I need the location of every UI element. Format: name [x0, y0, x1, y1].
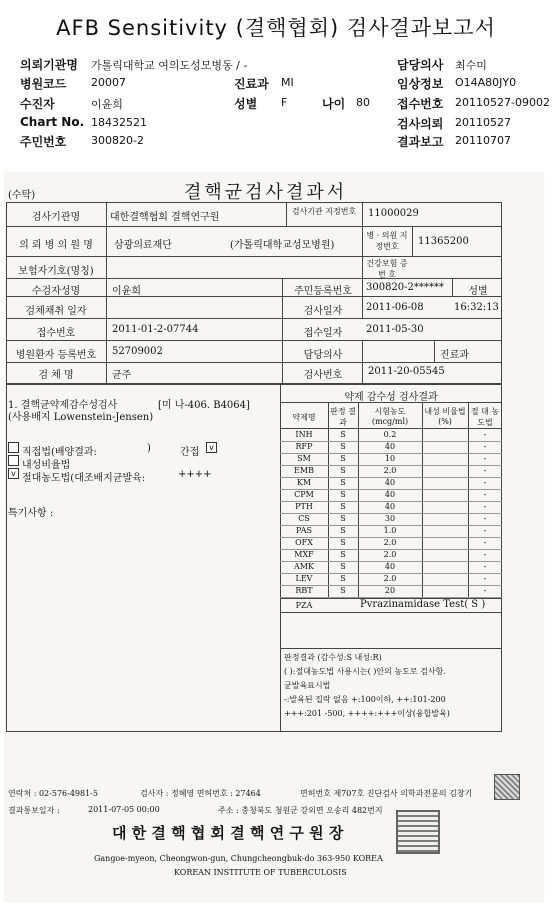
drug-name-cell: PAS: [296, 526, 312, 535]
org-korean-name: 대 한 결 핵 협 회 결 핵 연 구 원 장: [112, 824, 344, 842]
legend-line-4: -:발육된 집락 없음 +:100이하, ++:101-200: [284, 695, 446, 704]
specimen-label: 검 체 명: [38, 370, 74, 381]
legend-line-3: 균발육표시법: [284, 681, 331, 690]
method-2: 간접: [180, 447, 200, 458]
pza-label: PZA: [295, 601, 313, 610]
footer-technician: 검사자 : 정혜영 면허번호 : 27464: [140, 789, 261, 798]
drug-result-cell: S: [340, 562, 346, 571]
indirect-method-checkbox: v: [206, 442, 217, 453]
requester-value: 가톨릭대학교 여의도성모병동 / -: [91, 59, 248, 72]
health-label: 건강보험 증 번 호: [366, 259, 408, 279]
req-code-label: 병 · 의원 지정번호: [366, 231, 408, 251]
footer-date-label: 결과통보일자 :: [8, 806, 60, 815]
lab-name-label: 검사기관명: [31, 212, 81, 223]
pza-value: Pvrazinamidase Test( S ): [360, 599, 486, 610]
rrn-label: 주민번호: [20, 135, 67, 149]
col-conc: 시험농도 (mcg/ml): [371, 407, 409, 426]
lab-name: 대한결핵협회 결핵연구원: [110, 212, 220, 223]
drug-result-cell: S: [340, 442, 346, 451]
age-value: 80: [356, 96, 370, 109]
direct-method-checkbox: [8, 442, 19, 453]
clinical-value: O14A80JY0: [455, 76, 517, 89]
drug-conc-cell: 40: [384, 478, 396, 487]
drug-conc-cell: 2.0: [383, 550, 397, 559]
rrn-form-value: 300820-2******: [366, 282, 444, 293]
method-line-2: (사용배지 Lowenstein-Jensen): [8, 412, 154, 423]
insurer-label: 보험자기호(명칭): [18, 266, 94, 277]
drug-abs-cell: -: [483, 478, 487, 487]
drug-name-cell: MXF: [294, 550, 314, 559]
age-label: 나이: [322, 97, 346, 111]
form-receipt: 2011-01-2-07744: [112, 324, 199, 335]
receipt-date-label: 접수일자: [303, 328, 343, 339]
report-date: 20110707: [455, 134, 511, 147]
method-1: 직접법(배양결과:: [22, 447, 97, 458]
req-hosp-2: (가톨릭대학교성모병원): [230, 240, 335, 251]
drug-name-cell: EMB: [294, 466, 314, 475]
drug-abs-cell: -: [483, 514, 487, 523]
hospital-code: 20007: [91, 76, 126, 89]
drug-conc-cell: 2.0: [383, 574, 397, 583]
lab-code: 11000029: [368, 208, 419, 219]
official-stamp-icon: [396, 810, 440, 854]
drug-conc-cell: 30: [384, 514, 396, 523]
drug-name-cell: LEV: [295, 574, 313, 583]
name-label: 수검자성명: [31, 286, 81, 297]
hospital-code-label: 병원코드: [20, 77, 67, 91]
req-hosp: 삼광의료재단: [114, 240, 172, 251]
report-title: AFB Sensitivity (결핵협회) 검사결과보고서: [56, 16, 496, 40]
form-dept-label: 진료과: [440, 350, 469, 361]
drug-conc-cell: 2.0: [383, 466, 397, 475]
sex-value: F: [281, 96, 288, 109]
drug-conc-cell: 40: [384, 562, 396, 571]
test-no-label: 검사번호: [303, 370, 343, 381]
drug-result-cell: S: [340, 574, 346, 583]
drug-conc-cell: 1.0: [383, 526, 397, 535]
footer-address: 주소 : 충청북도 청원군 강외면 오송리 482번지: [218, 806, 383, 815]
col-ratio: 내성 비율법(%): [424, 407, 466, 426]
drug-name-cell: AMK: [294, 562, 314, 571]
patient-value: 이윤희: [91, 98, 123, 111]
drug-name-cell: SM: [297, 454, 311, 463]
drug-conc-cell: 0.2: [383, 430, 397, 439]
drug-result-cell: S: [340, 466, 346, 475]
method-line-1: 1. 결핵균약제감수성검사: [8, 400, 118, 411]
drug-abs-cell: -: [483, 562, 487, 571]
requester-label: 의뢰기관명: [20, 58, 78, 72]
receipt-value: 20110527-09002: [455, 96, 550, 109]
drug-name-cell: CPM: [294, 490, 314, 499]
drug-name-cell: OFX: [295, 538, 313, 547]
chart-value: 18432521: [91, 116, 147, 129]
physician-label: 담당의사: [303, 350, 343, 361]
name-value: 이윤희: [112, 286, 141, 297]
org-english-name: KOREAN INSTITUTE OF TUBERCULOSIS: [174, 868, 347, 877]
doctor-seal-icon: [494, 774, 520, 800]
drug-name-cell: RBT: [295, 586, 313, 595]
receipt-label: 접수번호: [397, 97, 444, 111]
doctor-label: 담당의사: [397, 58, 444, 72]
req-hosp-label: 의 뢰 병 의 원 명: [19, 240, 93, 251]
drug-result-cell: S: [340, 454, 346, 463]
gender-label: 성별: [468, 286, 488, 297]
lower-section: [6, 384, 502, 732]
drug-name-cell: INH: [295, 430, 313, 439]
special-notes: 특기사항 :: [8, 508, 54, 519]
receipt-date: 2011-05-30: [366, 324, 424, 335]
form-title: 결핵균검사결과서: [184, 182, 348, 203]
drug-result-cell: S: [340, 502, 346, 511]
clinical-label: 임상정보: [397, 77, 444, 91]
request-date: 20110527: [455, 116, 511, 129]
col-judge: 판정 결과: [330, 407, 356, 427]
drug-abs-cell: -: [483, 442, 487, 451]
drug-result-cell: S: [340, 430, 346, 439]
drug-conc-cell: 2.0: [383, 538, 397, 547]
drug-abs-cell: -: [483, 466, 487, 475]
drug-conc-cell: 10: [384, 454, 396, 463]
drug-table-title: 약제 감수성 검사결과: [344, 392, 438, 403]
absolute-method-checkbox: v: [8, 468, 19, 479]
patient-label: 수진자: [20, 97, 55, 111]
drug-conc-cell: 40: [384, 502, 396, 511]
reg-no: 52709002: [112, 346, 163, 357]
drug-abs-cell: -: [483, 490, 487, 499]
drug-abs-cell: -: [483, 574, 487, 583]
drug-abs-cell: -: [483, 454, 487, 463]
request-label: 검사의뢰: [397, 117, 444, 131]
lab-code-label: 검사기관 지정번호: [291, 207, 357, 216]
drug-result-cell: S: [340, 490, 346, 499]
scanned-report-form: [4, 172, 544, 902]
drug-name-cell: PTH: [295, 502, 313, 511]
drug-abs-cell: -: [483, 550, 487, 559]
legend-line-5: +++:201 -500, ++++:+++이상(융합발육): [284, 709, 450, 718]
drug-result-cell: S: [340, 538, 346, 547]
method-1-end: ): [147, 443, 151, 454]
method-code: [미 나-406. B4064]: [158, 400, 250, 411]
drug-name-cell: KM: [296, 478, 312, 487]
drug-result-cell: S: [340, 526, 346, 535]
method-4: 절대농도법(대조배지균발육:: [22, 473, 146, 484]
org-address: Gangoe-myeon, Cheongwon-gun, Chungcheongbuk-do 363-950 KOREA: [94, 854, 383, 863]
dept-value: MI: [281, 76, 294, 89]
drug-abs-cell: -: [483, 586, 487, 595]
drug-abs-cell: -: [483, 430, 487, 439]
drug-conc-cell: 40: [384, 490, 396, 499]
drug-abs-cell: -: [483, 502, 487, 511]
legend-line-1: 판정결과 (감수성:S 내성:R): [284, 653, 382, 662]
footer-date: 2011-07-05 00:00: [88, 805, 160, 814]
method-4-value: ++++: [178, 469, 212, 480]
method-3: 내성비율법: [22, 460, 71, 471]
reg-label: 병원환자 등록번호: [15, 350, 97, 361]
test-time: 16:32:13: [454, 302, 499, 313]
footer-doctor: 면허번호 제707호 진단검사 의학과전문의 김창기: [300, 789, 473, 798]
req-code: 11365200: [418, 236, 469, 247]
drug-result-cell: S: [340, 586, 346, 595]
specimen-value: 균주: [112, 370, 132, 381]
test-date: 2011-06-08: [366, 302, 424, 313]
sex-label: 성별: [234, 97, 258, 111]
drug-name-cell: RFP: [295, 442, 313, 451]
col-drug: 약제명: [292, 413, 316, 422]
ratio-method-checkbox: [8, 455, 19, 466]
drug-conc-cell: 40: [384, 442, 396, 451]
footer-phone: 연락처 : 02-576-4981-5: [8, 789, 98, 798]
drug-result-cell: S: [340, 514, 346, 523]
drug-abs-cell: -: [483, 538, 487, 547]
doctor-value: 최수미: [455, 59, 487, 72]
drug-name-cell: CS: [298, 514, 310, 523]
collect-label: 검체채취 일자: [25, 306, 87, 317]
drug-abs-cell: -: [483, 526, 487, 535]
drug-result-cell: S: [340, 550, 346, 559]
test-date-label: 검사일자: [303, 306, 343, 317]
test-no: 2011-20-05545: [368, 366, 445, 377]
form-receipt-label: 접수번호: [36, 328, 76, 339]
legend-line-2: ( ):절대농도법 사용시는( )안의 농도로 검사함.: [284, 667, 446, 676]
chart-label: Chart No.: [20, 115, 85, 129]
rrn-value: 300820-2: [91, 134, 144, 147]
rrn-form-label: 주민등록번호: [294, 286, 352, 297]
dept-label: 진료과: [234, 77, 269, 91]
drug-conc-cell: 20: [384, 586, 396, 595]
report-label: 결과보고: [397, 135, 444, 149]
drug-result-cell: S: [340, 478, 346, 487]
form-corner-label: (수탁): [8, 190, 36, 201]
col-abs: 절 대 농도법: [470, 407, 500, 427]
